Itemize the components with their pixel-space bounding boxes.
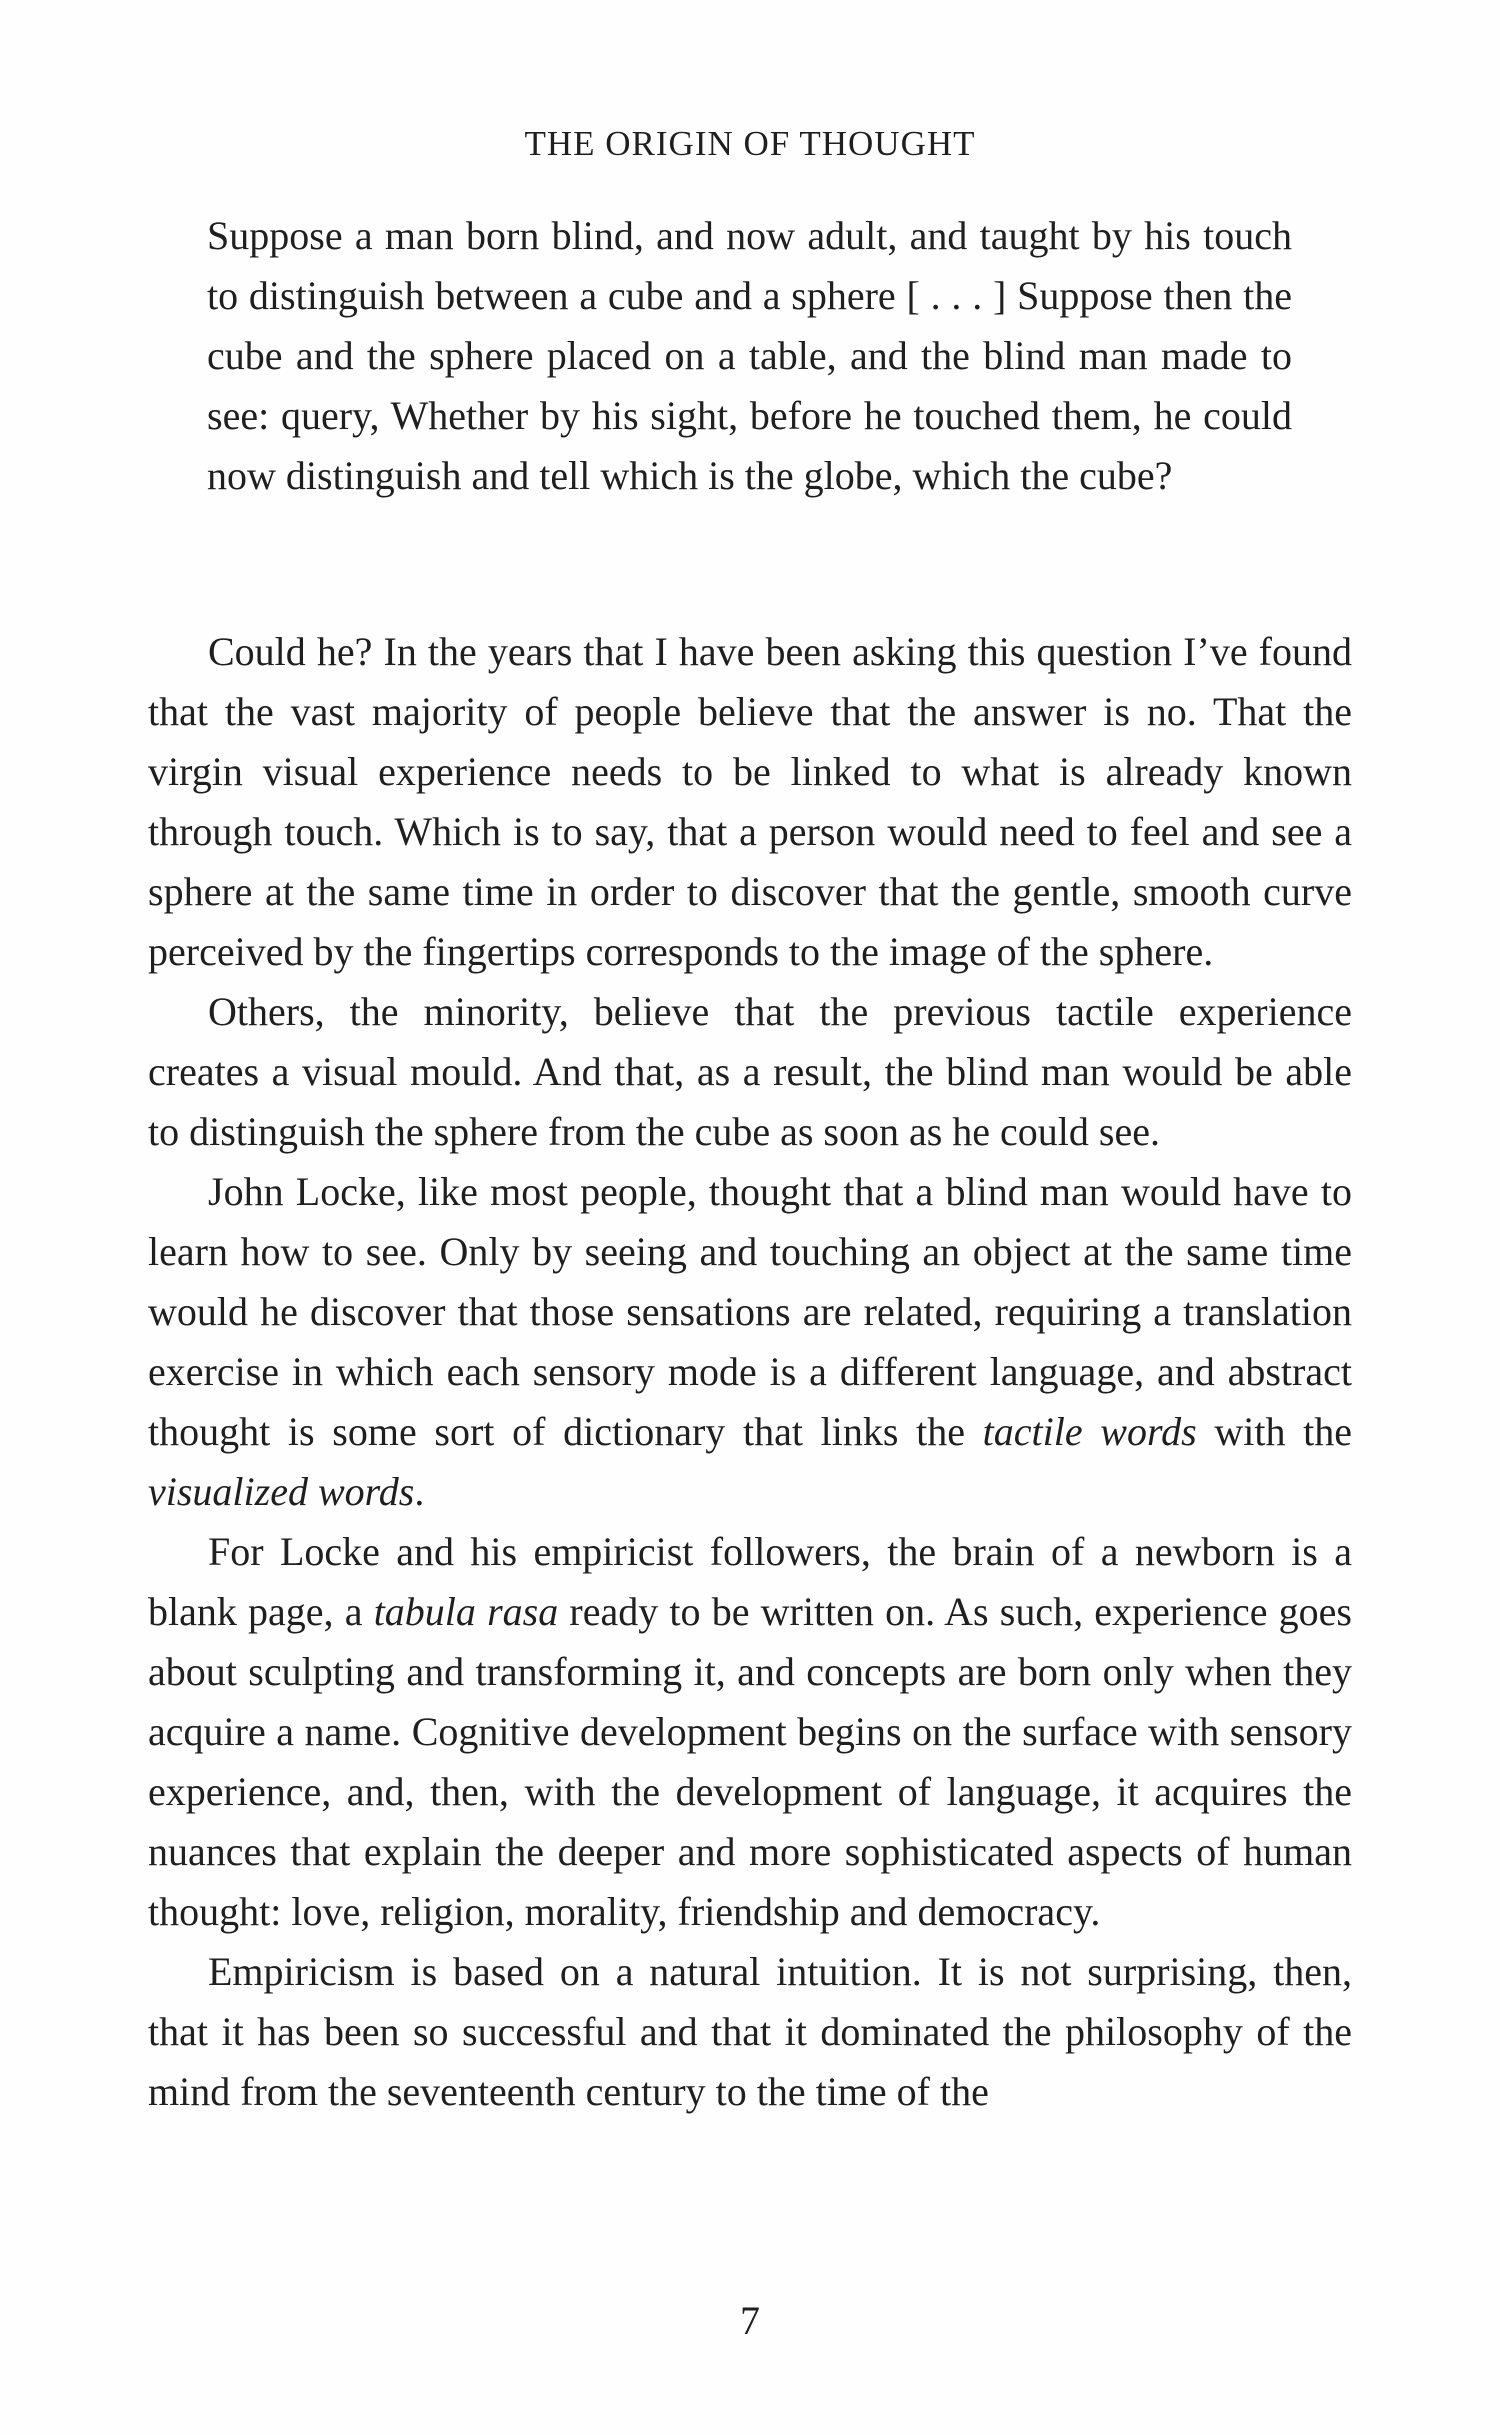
body-text [148,622,1352,2122]
emphasis-tactile-words: tactile words [982,1409,1197,1454]
paragraph-1: Could he? In the years that I have been asking this question I’ve found that the vast majority of people believe that the answer is no. That the virgin visual experience needs to be linked to what is already known through touch. Which is to say, that a person would need to feel and see a sphere at the same time in order to discover that the gentle, smooth curve perceived by the fingertips corresponds to the image of the sphere. [148,629,1352,974]
page-number: 7 [740,2298,760,2343]
block-quote: Suppose a man born blind, and now adult, and taught by his touch to distinguish between a cube and a sphere [ . . . ] Suppose then the cube and the sphere placed on a table, and the blind man made to see: query, Whether by his sight, before he touched them, he could now distinguish and tell which is the globe, which the cube? [207,213,1292,498]
paragraph-2: Others, the minority, believe that the previous tactile experience creates a visual mould. And that, as a result, the blind man would be able to distinguish the sphere from the cube as soon as he could see. [148,989,1352,1154]
paragraph-3-text-a: John Locke, like most people, thought that a blind man would have to learn how to see. Only by seeing and touching an object at the same time would he discover that those sensations are related, requiring a translation exercise in which each sensory mode is a different language, and abstract thought is some sort of dictionary that links the [148,1169,1352,1454]
paragraph-3-text-c: . [414,1469,425,1514]
paragraph-4-text-a: For Locke and his empiricist followers, the brain of a newborn is a blank page, a [148,1529,1352,1634]
paragraph-4-text-b: ready to be written on. As such, experience goes about sculpting and transforming it, and concepts are born only when they acquire a name. Cognitive development begins on the surface with sensory experience, and, then, with the development of language, it acquires the nuances that explain the deeper and more sophisticated aspects of human thought: love, religion, morality, friendship and democracy. [148,1589,1352,1934]
running-head: THE ORIGIN OF THOUGHT [524,124,976,163]
paragraph-4 [148,1522,1352,1942]
paragraph-3 [148,1162,1352,1522]
paragraph-3-text-b: with the [1196,1409,1352,1454]
paragraph-5: Empiricism is based on a natural intuition. It is not surprising, then, that it has been so successful and that it dominated the philosophy of the mind from the seventeenth century to the time of the [148,1949,1352,2114]
emphasis-visualized-words: visualized words [148,1469,415,1514]
emphasis-tabula-rasa: tabula rasa [373,1589,559,1634]
